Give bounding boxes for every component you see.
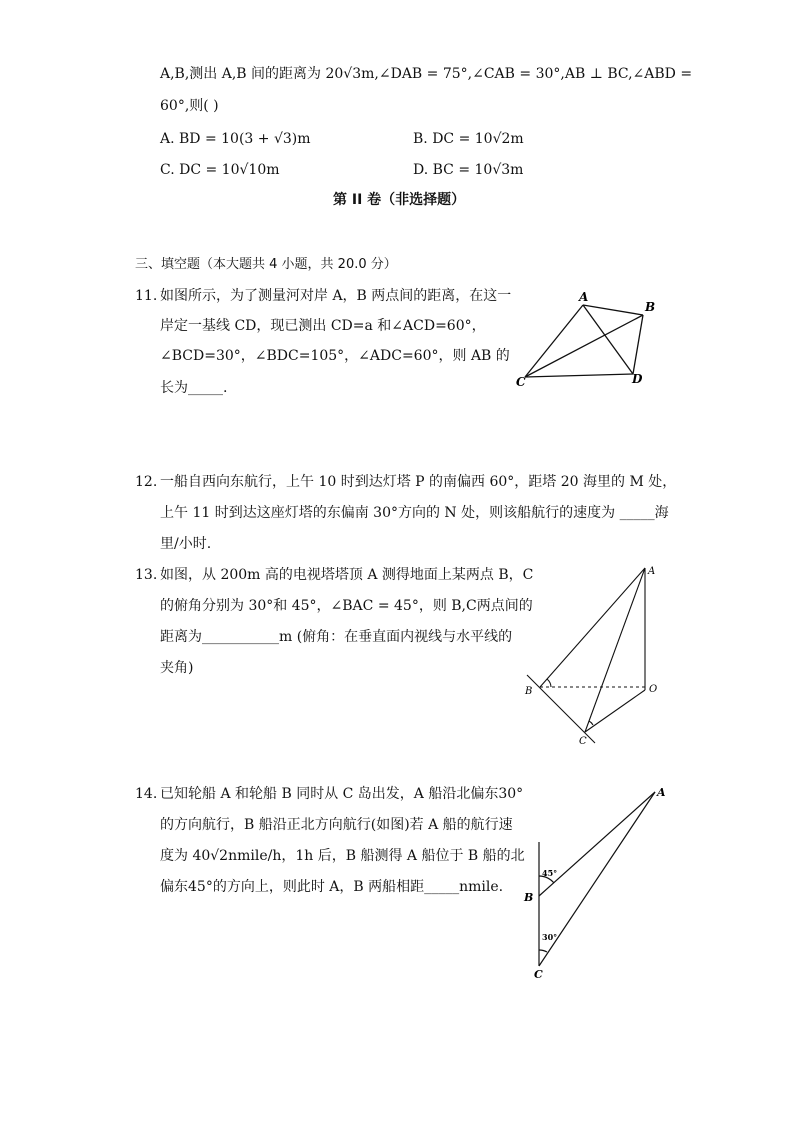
q13-label-o: O <box>649 684 658 695</box>
question-continuation-line2: 60°,则( ) <box>160 98 219 114</box>
q13-line1: 如图，从 200m 高的电视塔塔顶 A 测得地面上某两点 B，C <box>160 567 534 583</box>
q11-figure <box>505 285 665 395</box>
q11-line3: ∠BCD=30°，∠BDC=105°，∠ADC=60°，则 AB 的 <box>160 348 510 364</box>
q12-line2: 上午 11 时到达这座灯塔的东偏南 30°方向的 N 处，则该船航行的速度为 _____海 <box>160 505 669 521</box>
q13-line2: 的俯角分别为 30°和 45°，∠BAC = 45°，则 B,C两点间的 <box>160 598 533 614</box>
option-d: D. BC = 10√3m <box>413 162 524 178</box>
q14-line1: 已知轮船 A 和轮船 B 同时从 C 岛出发，A 船沿北偏东30° <box>160 786 524 802</box>
q14-line3: 度为 40√2nmile/h，1h 后，B 船测得 A 船位于 B 船的北 <box>160 848 525 864</box>
q13-angle-b <box>547 679 551 687</box>
q11-line-ad <box>583 305 633 374</box>
q11-line1: 如图所示，为了测量河对岸 A，B 两点间的距离，在这一 <box>160 288 512 304</box>
q13-label-b: B <box>525 686 533 697</box>
q14-label-angle45: 45° <box>542 868 558 878</box>
q11-line-cd <box>525 374 633 377</box>
q11-line2: 岸定一基线 CD，现已测出 CD=a 和∠ACD=60°， <box>160 318 486 334</box>
q13-number: 13. <box>135 567 158 583</box>
q14-label-a: A <box>657 786 666 799</box>
q14-angle-30 <box>539 950 547 952</box>
q12-line3: 里/小时. <box>160 536 212 552</box>
option-b: B. DC = 10√2m <box>413 131 524 147</box>
q14-line2: 的方向航行，B 船沿正北方向航行(如图)若 A 船的航行速 <box>160 817 513 833</box>
q11-number: 11. <box>135 288 158 304</box>
q11-line-cb <box>525 315 643 377</box>
q13-angle-c <box>589 721 593 725</box>
q11-label-a: A <box>579 290 589 304</box>
q13-line-ac <box>585 568 645 732</box>
q11-label-b: B <box>645 300 656 314</box>
section-title: 第 II 卷（非选择题） <box>333 192 466 208</box>
q13-label-a: A <box>648 566 656 577</box>
q11-label-d: D <box>632 372 643 386</box>
q13-label-c: C <box>579 736 587 747</box>
q11-line4: 长为_____. <box>160 380 228 396</box>
q11-line-ab <box>583 305 643 315</box>
q11-line-ca <box>525 305 583 377</box>
q13-line-ground-bc <box>527 675 595 743</box>
q14-figure <box>515 780 670 985</box>
option-c: C. DC = 10√10m <box>160 162 280 178</box>
option-a: A. BD = 10(3 + √3)m <box>160 131 311 147</box>
question-continuation-line1: A,B,测出 A,B 间的距离为 20√3m,∠DAB = 75°,∠CAB = 30°,AB ⊥ BC,∠ABD = <box>160 66 693 82</box>
q14-label-c: C <box>534 968 543 981</box>
q12-line1: 一船自西向东航行，上午 10 时到达灯塔 P 的南偏西 60°，距塔 20 海里的 M 处， <box>160 474 677 490</box>
q13-line-co <box>585 690 645 732</box>
q13-line-ab <box>540 568 645 687</box>
q14-line-ba <box>539 792 655 896</box>
q13-line4: 夹角) <box>160 660 194 676</box>
q11-label-c: C <box>516 375 526 389</box>
q14-number: 14. <box>135 786 158 802</box>
q14-label-b: B <box>524 891 534 904</box>
q13-figure <box>515 560 675 750</box>
q11-line-bd <box>633 315 643 374</box>
q12-number: 12. <box>135 474 158 490</box>
section3-header: 三、填空题（本大题共 4 小题，共 20.0 分） <box>135 257 397 272</box>
q14-line4: 偏东45°的方向上，则此时 A，B 两船相距_____nmile. <box>160 879 504 895</box>
q13-line3: 距离为___________m (俯角：在垂直面内视线与水平线的 <box>160 629 513 645</box>
q14-label-angle30: 30° <box>542 932 558 942</box>
